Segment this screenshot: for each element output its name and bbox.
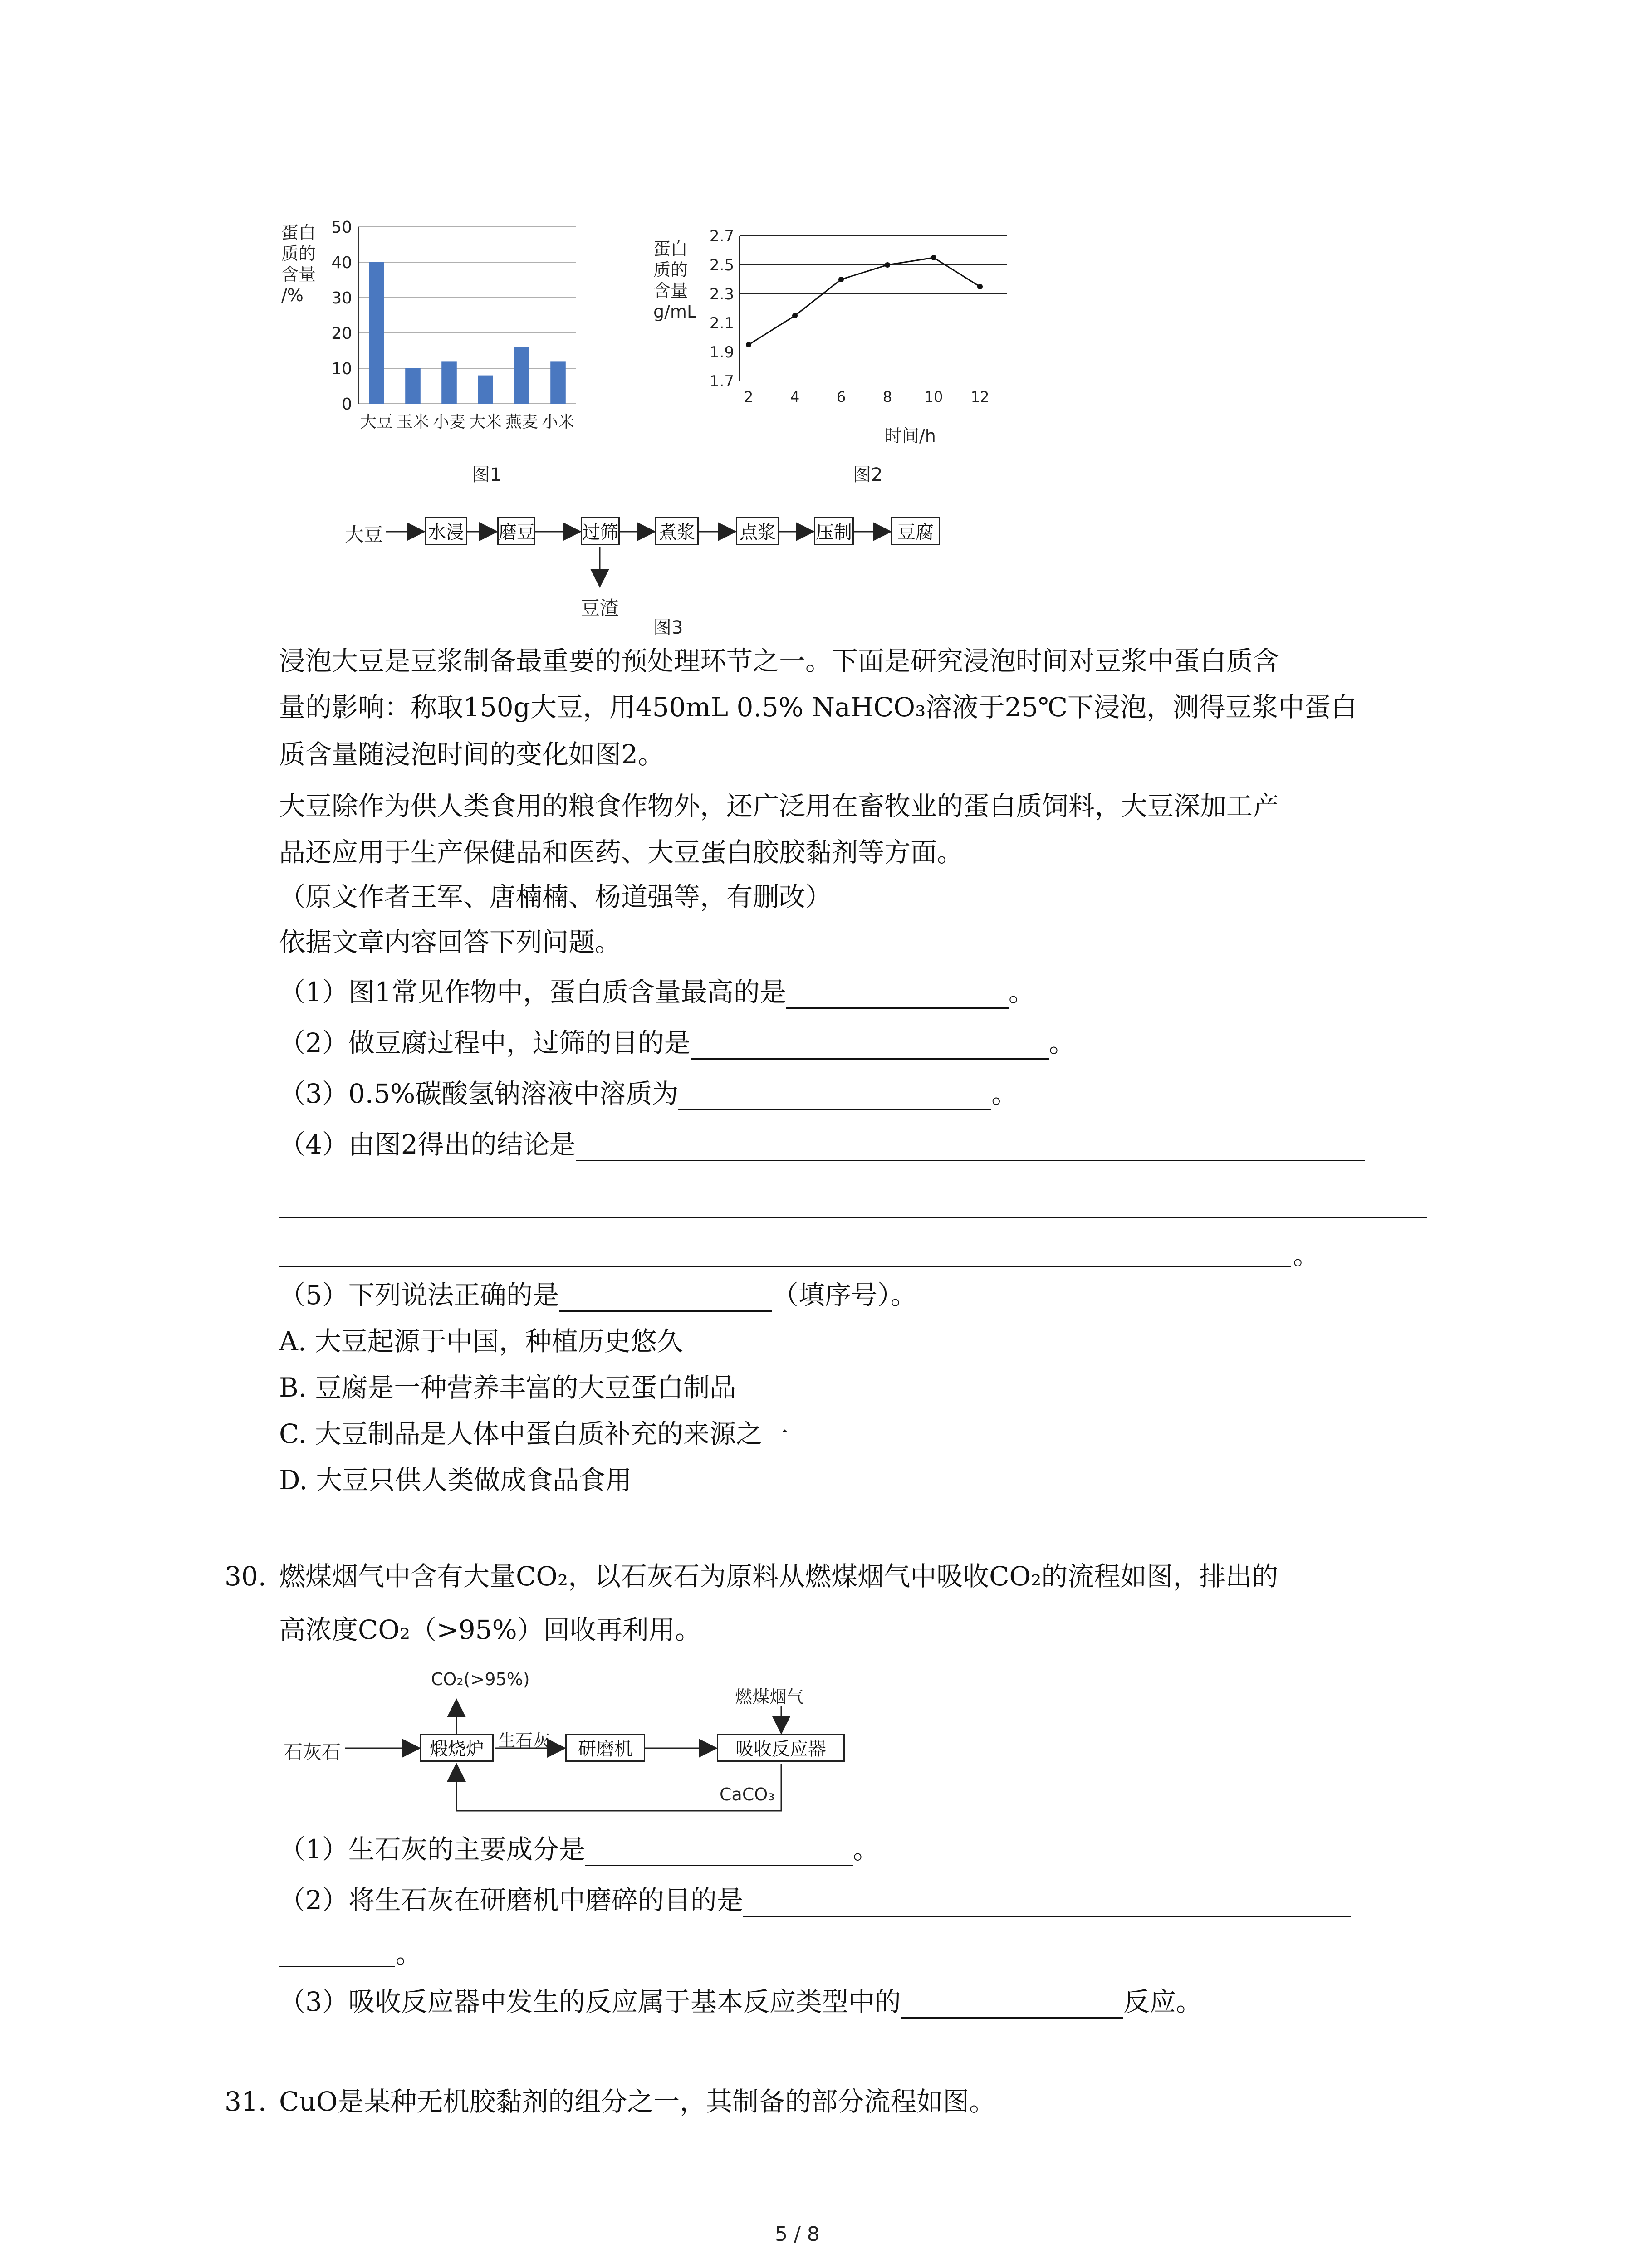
q30-answer-3[interactable]: [901, 1991, 1123, 2019]
fig2-point: [792, 313, 798, 318]
fig2-xtick-label: 10: [924, 388, 943, 406]
q29-option-a: A. 大豆起源于中国，种植历史悠久: [279, 1326, 683, 1357]
passage-line-1: 浸泡大豆是豆浆制备最重要的预处理环节之一。下面是研究浸泡时间对豆浆中蛋白质含: [279, 645, 1279, 676]
passage-line-2: 量的影响：称取150g大豆，用450mL 0.5% NaHCO₃溶液于25℃下浸泡，测得豆浆中蛋白: [279, 692, 1357, 723]
figure-1: [272, 213, 617, 494]
fig2-caption: 图2: [853, 464, 883, 485]
q30-sub-2-period: 。: [396, 1938, 422, 1969]
passage-prompt: 依据文章内容回答下列问题。: [279, 927, 622, 958]
q29-option-c: C. 大豆制品是人体中蛋白质补充的来源之一: [279, 1418, 789, 1449]
q31-number: 31.: [225, 2086, 267, 2117]
q30-answer-2[interactable]: [743, 1889, 1351, 1917]
q29-option-b: B. 豆腐是一种营养丰富的大豆蛋白制品: [279, 1372, 736, 1403]
q29-answer-2[interactable]: [691, 1032, 1049, 1060]
fig1-ytick-label: 0: [342, 395, 352, 414]
fig1-caption: 图1: [472, 464, 502, 485]
fig2-xtick-label: 8: [882, 388, 892, 406]
passage-line-4: 大豆除作为供人类食用的粮食作物外，还广泛用在畜牧业的蛋白质饲料，大豆深加工产: [279, 791, 1279, 821]
fig2-point: [746, 342, 751, 347]
fig2-ytick-label: 2.7: [709, 227, 734, 245]
fig3-step-soak: 水浸: [425, 517, 467, 545]
fig2-point: [931, 255, 936, 260]
fig3-step-tofu: 豆腐: [891, 517, 940, 545]
fig2-xtick-label: 4: [790, 388, 800, 406]
fig2-line-chart: [699, 222, 1025, 413]
q30-caco3: CaCO₃: [720, 1784, 775, 1804]
fig1-ytick-label: 10: [331, 360, 352, 378]
q31-stem: CuO是某种无机胶黏剂的组分之一，其制备的部分流程如图。: [279, 2086, 996, 2117]
fig3-step-sieve: 过筛: [581, 517, 620, 545]
fig2-xlabel: 时间/h: [885, 426, 936, 446]
page-number: 5 / 8: [775, 2223, 820, 2246]
q29-answer-1[interactable]: [786, 981, 1009, 1009]
fig2-ytick-label: 1.7: [709, 372, 734, 391]
fig2-xtick-label: 2: [744, 388, 754, 406]
fig1-bar-chart: [327, 213, 617, 449]
q30-answer-1[interactable]: [585, 1838, 853, 1866]
fig3-step-grind: 磨豆: [497, 517, 535, 545]
q29-sub-2: （2）做豆腐过程中，过筛的目的是 。: [279, 1026, 1075, 1060]
figure-3: [336, 503, 971, 640]
fig2-ytick-label: 2.1: [709, 314, 734, 332]
q29-sub-3: （3）0.5%碳酸氢钠溶液中溶质为 。: [279, 1077, 1018, 1110]
fig2-point: [838, 277, 844, 282]
fig3-caption: 图3: [653, 617, 683, 638]
fig3-step-press: 压制: [814, 517, 854, 545]
fig2-xtick-label: 6: [836, 388, 846, 406]
q29-answer-4-line-3[interactable]: [279, 1266, 1291, 1267]
fig1-ytick-label: 40: [331, 254, 352, 272]
q30-limestone: 石灰石: [284, 1741, 341, 1763]
fig1-xtick-label: 燕麦: [505, 413, 539, 431]
fig1-bar: [478, 376, 493, 404]
fig2-ytick-label: 1.9: [709, 343, 734, 362]
q30-flue-label: 燃煤烟气: [735, 1687, 804, 1707]
q29-sub-4: （4）由图2得出的结论是: [279, 1128, 1365, 1161]
fig2-point: [977, 284, 983, 289]
q29-answer-3[interactable]: [678, 1083, 991, 1110]
q30-sub-1: （1）生石灰的主要成分是 。: [279, 1833, 879, 1866]
q29-answer-4-line-2[interactable]: [279, 1217, 1427, 1218]
q30-number: 30.: [225, 1561, 267, 1592]
q29-answer-5[interactable]: [559, 1284, 772, 1312]
fig3-byproduct: 豆渣: [581, 597, 619, 619]
fig2-ytick-label: 2.5: [709, 256, 734, 274]
fig1-xtick-label: 大米: [469, 413, 502, 431]
figure-2: [653, 222, 1025, 494]
fig1-ylabel: 蛋白 质的 含量 /%: [281, 223, 316, 305]
passage-line-3: 质含量随浸泡时间的变化如图2。: [279, 739, 664, 770]
q29-sub-1: （1）图1常见作物中，蛋白质含量最高的是 。: [279, 975, 1035, 1009]
fig1-xtick-label: 大豆: [360, 413, 393, 431]
q30-stem-line-1: 燃煤烟气中含有大量CO₂，以石灰石为原料从燃煤烟气中吸收CO₂的流程如图，排出的: [279, 1561, 1279, 1592]
q29-option-d: D. 大豆只供人类做成食品食用: [279, 1465, 632, 1496]
q29-sub-4-period: 。: [1293, 1240, 1320, 1271]
q30-diagram: [277, 1669, 894, 1828]
q30-quicklime: 生石灰: [498, 1730, 550, 1750]
fig1-xtick-label: 小麦: [432, 413, 466, 431]
q30-reactor: 吸收反应器: [717, 1734, 845, 1762]
fig2-series-line: [749, 258, 980, 345]
fig1-ytick-label: 50: [331, 218, 352, 237]
fig1-bar: [514, 347, 529, 404]
fig1-ytick-label: 30: [331, 289, 352, 308]
fig2-point: [885, 262, 890, 268]
fig1-bar: [405, 368, 421, 404]
fig1-ytick-label: 20: [331, 324, 352, 343]
fig1-xtick-label: 玉米: [396, 413, 430, 431]
fig3-start: 大豆: [345, 523, 383, 546]
q30-answer-2-line-2[interactable]: [279, 1966, 395, 1967]
q30-furnace: 煅烧炉: [420, 1734, 494, 1762]
fig3-step-boil: 煮浆: [655, 517, 699, 545]
q30-grinder: 研磨机: [565, 1734, 645, 1762]
fig1-bar: [550, 361, 566, 404]
fig1-xtick-label: 小米: [541, 413, 575, 431]
q30-co2-label: CO₂(>95%): [431, 1669, 530, 1689]
q30-stem-line-2: 高浓度CO₂（>95%）回收再利用。: [279, 1614, 701, 1645]
q30-sub-3: （3）吸收反应器中发生的反应属于基本反应类型中的 反应。: [279, 1985, 1202, 2019]
passage-source: （原文作者王军、唐楠楠、杨道强等，有删改）: [279, 881, 832, 912]
q29-sub-5: （5）下列说法正确的是 （填序号）。: [279, 1278, 917, 1312]
fig2-ylabel: 蛋白 质的 含量 g/mL: [653, 239, 697, 322]
fig1-bar: [369, 262, 384, 404]
q29-answer-4[interactable]: [576, 1134, 1365, 1161]
fig1-bar: [441, 361, 457, 404]
q30-sub-2: （2）将生石灰在研磨机中磨碎的目的是: [279, 1883, 1351, 1917]
fig3-step-coagulate: 点浆: [736, 517, 779, 545]
fig2-ytick-label: 2.3: [709, 285, 734, 303]
passage-line-5: 品还应用于生产保健品和医药、大豆蛋白胶胶黏剂等方面。: [279, 837, 964, 868]
fig2-xtick-label: 12: [970, 388, 989, 406]
